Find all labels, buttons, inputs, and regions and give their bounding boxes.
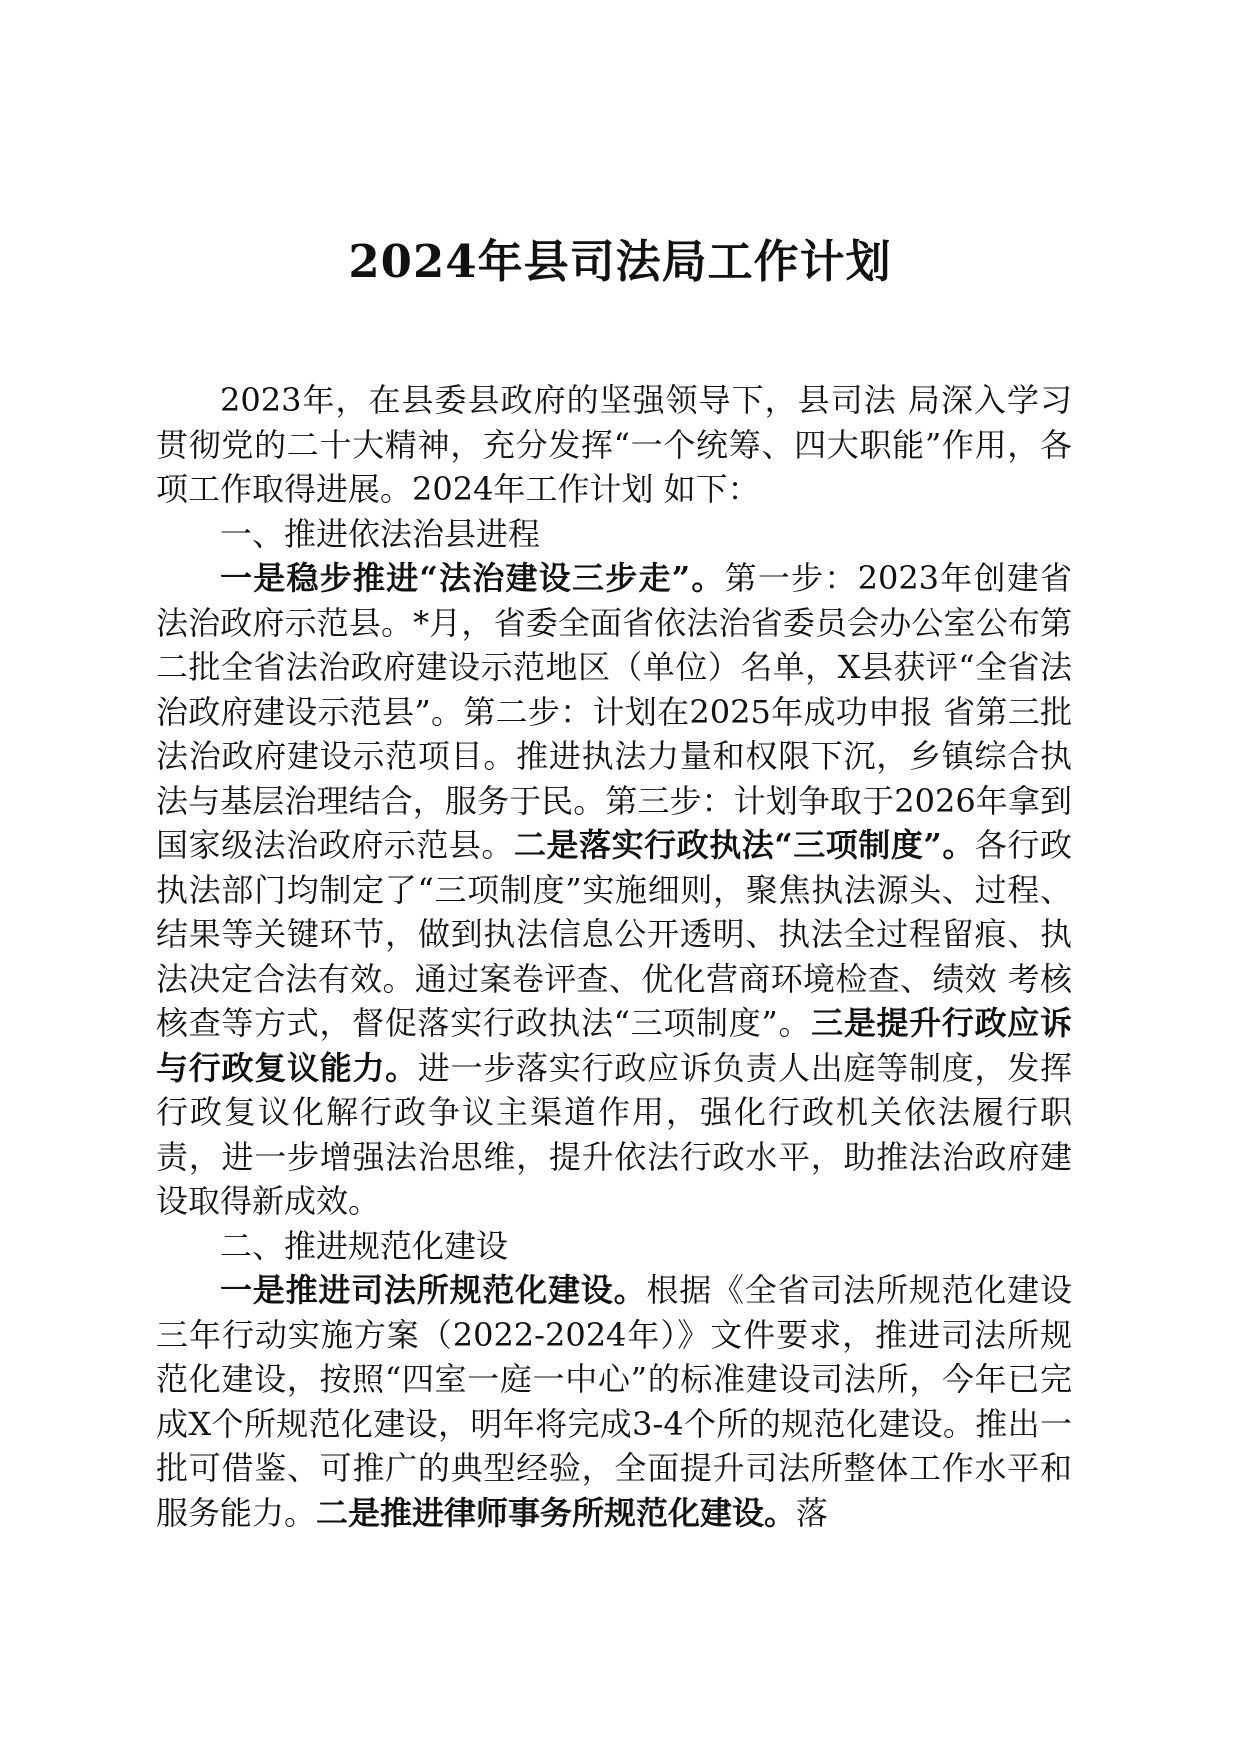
section-heading-1: 一、推进依法治县进程: [220, 514, 541, 553]
section-2-point-2-lead: 二是推进律师事务所规范化建设。: [316, 1493, 797, 1532]
section-2-point-1-text: 根据《全省司法所规范化建设三年行动实施方案（2022-2024年）》文件要求，推进司法所规范化建设，按照“四室一庭一中心”的标准建设司法所，今年已完成X个所规范化建设，明年将完成3-4个所的规范化建设。推出一批可借鉴、可推广的典型经验，全面提升司法所整体工作水平和服务能力。: [156, 1271, 1072, 1532]
section-2-point-1-lead: 一是推进司法所规范化建设。: [220, 1271, 647, 1309]
section-1-point-3-lead: 三是提升行政应诉与行政复议能力。: [156, 1004, 1072, 1087]
document-title: 2024年县司法局工作计划: [348, 235, 892, 288]
section-1-point-1-text: 第一步：2023年创建省法治政府示范县。*月，省委全面省依法治省委员会办公室公布第二批全省法治政府建设示范地区（单位）名单，X县获评“全省法治政府建设示范县”。第二步：计划在2025年成功申报 省第三批法治政府建设示范项目。推进执法力量和权限下沉，乡镇综合执法与基层治理结合，服务于民。第三步：计划争取于2026年拿到国家级法治政府示范县。: [156, 559, 1072, 864]
section-1-point-2-text: 各行政执法部门均制定了“三项制度”实施细则，聚焦执法源头、过程、结果等关键环节，做到执法信息公开透明、执法全过程留痕、执法决定合法有效。通过案卷评查、优化营商环境检查、绩效 考核核查等方式，督促落实行政执法“三项制度”。: [156, 826, 1072, 1042]
section-heading-2: 二、推进规范化建设: [220, 1226, 509, 1265]
section-2-paragraph: [156, 1268, 1072, 1535]
intro-paragraph: 2023年，在县委县政府的坚强领导下，县司法 局深入学习贯彻党的二十大精神，充分发挥“一个统筹、四大职能”作用，各项工作取得进展。2024年工作计划 如下：: [156, 381, 1072, 508]
section-1-point-1-lead: 一是稳步推进“法治建设三步走”。: [220, 559, 725, 597]
section-1-point-2-lead: 二是落实行政执法“三项制度”。: [513, 826, 975, 864]
document-body: [156, 378, 1072, 1535]
section-1-point-3-text: 进一步落实行政应诉负责人出庭等制度，发挥行政复议化解行政争议主渠道作用，强化行政机关依法履行职责，进一步增强法治思维，提升依法行政水平，助推法治政府建设取得新成效。: [156, 1048, 1072, 1220]
section-1-paragraph: [156, 556, 1072, 1224]
section-2-point-2-text: 落: [796, 1493, 829, 1532]
